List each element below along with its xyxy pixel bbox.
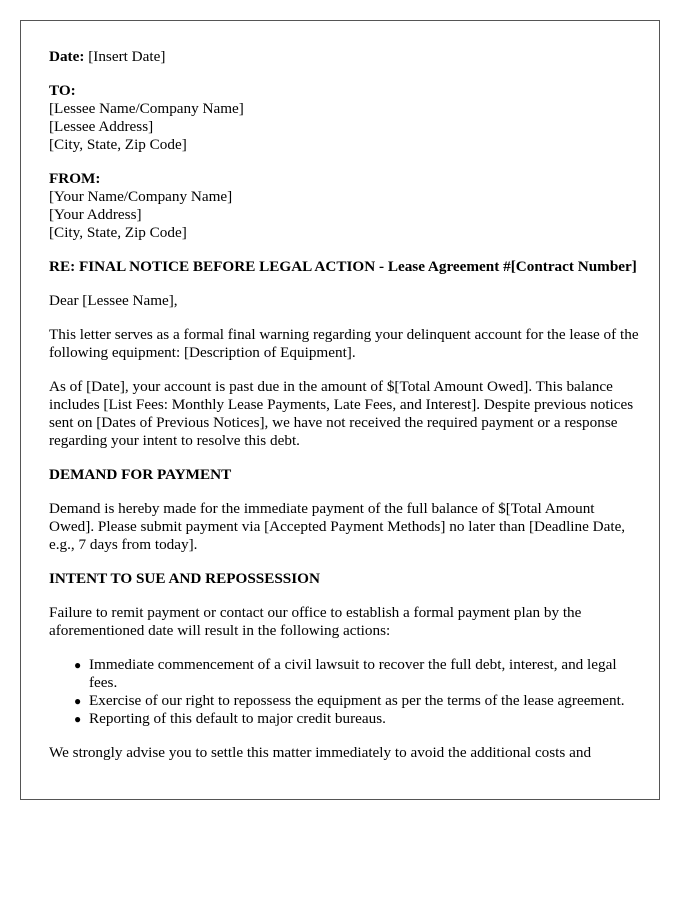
closing-paragraph: We strongly advise you to settle this matter immediately to avoid the additional costs and (49, 744, 592, 761)
demand-heading: DEMAND FOR PAYMENT (49, 466, 232, 483)
date-value: [Insert Date] (84, 48, 166, 65)
intent-paragraph: Failure to remit payment or contact our office to establish a formal payment plan by the aforementioned date will result in the following actions: (49, 604, 582, 639)
list-item (74, 692, 639, 710)
intent-heading: INTENT TO SUE AND REPOSSESSION (49, 570, 320, 587)
list-item-text: Immediate commencement of a civil lawsuit to recover the full debt, interest, and legal fees. (89, 656, 617, 691)
bullet-icon: ● (74, 658, 82, 672)
list-item (74, 710, 639, 728)
recipient-block (49, 82, 639, 154)
balance-paragraph: As of [Date], your account is past due in the amount of $[Total Amount Owed]. This balance includes [List Fees: Monthly Lease Payments, Late Fees, and Interest]. Despite previous notices sent on [Dates of Previous Notices], we have not received the required payment or a response regarding your intent to resolve this debt. (49, 378, 634, 449)
recipient-city: [City, State, Zip Code] (49, 136, 187, 153)
list-item-text: Exercise of our right to repossess the equipment as per the terms of the lease agreement. (89, 692, 625, 709)
bullet-icon: ● (74, 712, 82, 726)
from-label: FROM: (49, 170, 101, 187)
recipient-name: [Lessee Name/Company Name] (49, 100, 244, 117)
sender-city: [City, State, Zip Code] (49, 224, 187, 241)
date-label: Date: (49, 48, 85, 65)
bullet-icon: ● (74, 694, 82, 708)
sender-block (49, 170, 639, 242)
list-item-text: Reporting of this default to major credit bureaus. (89, 710, 386, 727)
sender-name: [Your Name/Company Name] (49, 188, 233, 205)
sender-address: [Your Address] (49, 206, 142, 223)
demand-paragraph: Demand is hereby made for the immediate payment of the full balance of $[Total Amount Owed]. Please submit payment via [Accepted Payment Methods] no later than [Deadline Date, e.g., 7 days from today]. (49, 500, 626, 553)
recipient-address: [Lessee Address] (49, 118, 154, 135)
to-label: TO: (49, 82, 76, 99)
list-item (74, 656, 639, 692)
consequences-list (49, 656, 639, 728)
letter-content (49, 48, 639, 778)
salutation: Dear [Lessee Name], (49, 292, 178, 309)
letter-page (20, 20, 660, 800)
subject-line: RE: FINAL NOTICE BEFORE LEGAL ACTION - Lease Agreement #[Contract Number] (49, 258, 637, 275)
date-line (49, 48, 639, 66)
intro-paragraph: This letter serves as a formal final warning regarding your delinquent account for the lease of the following equipment: [Description of Equipment]. (49, 326, 639, 361)
